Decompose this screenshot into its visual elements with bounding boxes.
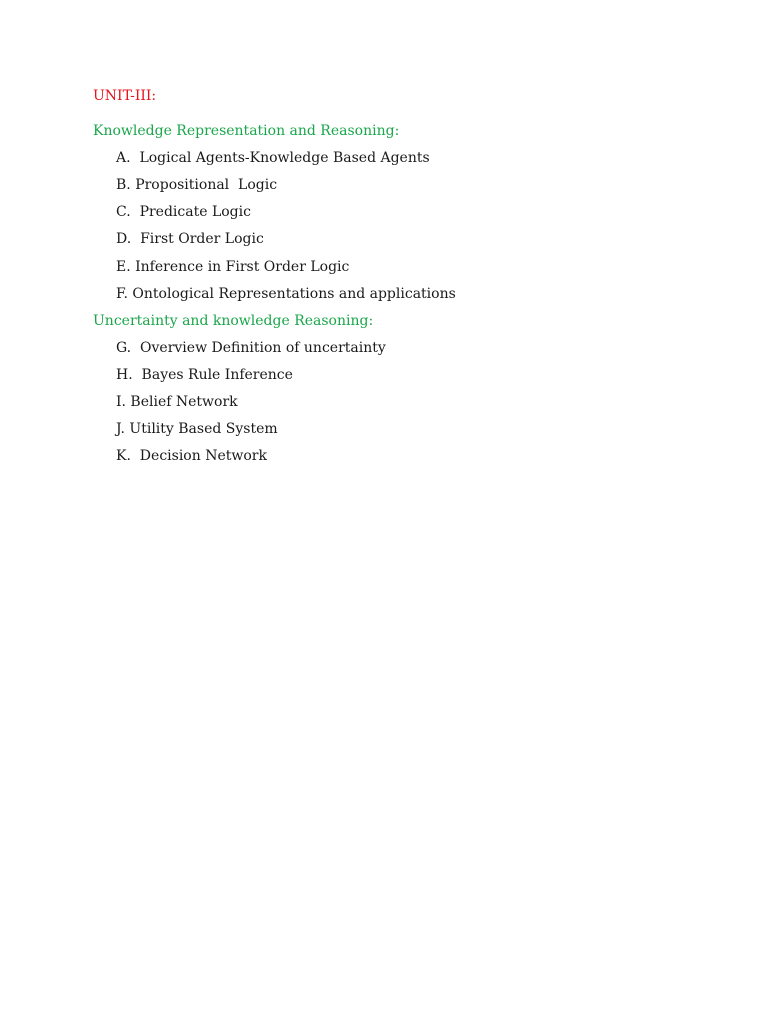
list-item: I. Belief Network bbox=[116, 394, 238, 410]
list-item: A. Logical Agents-Knowledge Based Agents bbox=[116, 150, 430, 166]
list-item: G. Overview Definition of uncertainty bbox=[116, 340, 386, 356]
section-heading-knowledge-representation: Knowledge Representation and Reasoning: bbox=[93, 123, 400, 139]
list-item: B. Propositional Logic bbox=[116, 177, 278, 193]
list-item: C. Predicate Logic bbox=[116, 204, 251, 220]
list-item: H. Bayes Rule Inference bbox=[116, 367, 293, 383]
list-item: D. First Order Logic bbox=[116, 231, 264, 247]
list-item: E. Inference in First Order Logic bbox=[116, 259, 350, 275]
list-item: K. Decision Network bbox=[116, 448, 267, 464]
list-item: J. Utility Based System bbox=[116, 421, 278, 437]
unit-title: UNIT-III: bbox=[93, 88, 157, 104]
section-heading-uncertainty: Uncertainty and knowledge Reasoning: bbox=[93, 313, 374, 329]
list-item: F. Ontological Representations and applications bbox=[116, 286, 456, 302]
